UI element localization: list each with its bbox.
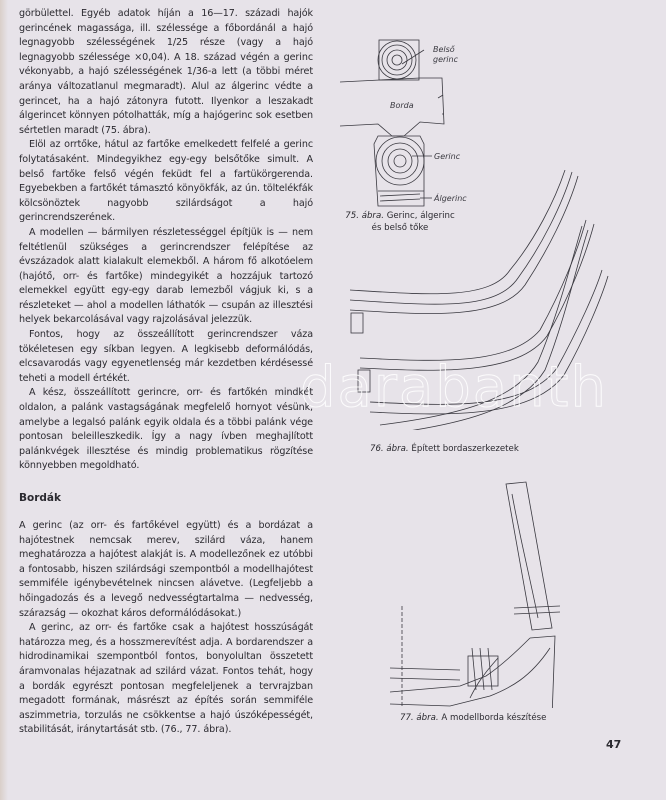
paragraph: Elöl az orrtőke, hátul az fartőke emelkedett felfelé a gerinc folytatásaként. Mindegyikhez egy-egy belsőtőke simult. A belső fartőke felső végén feküdt fel a fartükörgerenda. Egyebekben a fartőkét támasztó könyökfák, az ún. töltelékfák kölcsönöztek nagyobb szilárdságot a hajó gerincrendszerének. <box>19 139 313 224</box>
caption-number: 77. ábra. <box>400 713 439 723</box>
label-belso: Belső <box>433 45 455 54</box>
text-column-bottom <box>19 519 313 738</box>
page-number: 47 <box>606 738 622 751</box>
paragraph: A gerinc (az orr- és fartőkével együtt) és a bordázat a hajótestnek nemcsak merev, szilárd váza, hanem meghatározza a hajótest alakját is. A modellezőnek ez utóbbi a fontosabb, hiszen szilárdsági szempontból a modellhajótest semmiféle igénybevételnek nincsen alávetve. (Legfeljebb a hőingadozás és a levegő nedvességtartalma — nedvesség, szárazság — okozhat káros deformálódásokat.) <box>19 520 313 619</box>
label-gerinc: Gerinc <box>434 152 461 161</box>
paragraph: A gerinc, az orr- és fartőke csak a hajótest hosszúságát határozza meg, és a hosszmerevítést adja. A bordarendszer a hidrodinamikai szempontból fontos, bonyolultan összetett áramvonalas héjazatnak ad szilárd vázat. Fontos tehát, hogy a bordák egyrészt pontosan megfeleljenek a tervrajzban megadott formának, másrészt az építés során semmiféle aszimmetria, torzulás ne csökkentse a hajó úszóképességét, stabilitását, iránytartását stb. (76., 77. ábra). <box>19 622 313 736</box>
caption-text: A modellborda készítése <box>441 713 547 723</box>
label-borda: Borda <box>390 101 414 110</box>
caption-text: Gerinc, álgerinc <box>386 211 455 221</box>
paragraph: A modellen — bármilyen részletességgel építjük is — nem feltétlenül szükséges a gerincrendszer felépítése az évszázadok alatt kialakult elemekből. A három fő alkotóelem (hajótő, orr- és fartőke) mindegyikét a hozzájuk tartozó elemekkel együtt egy-egy darab lemezből vágjuk ki, s a részleteket — ahol a modellen láthatók — csupán az illesztési helyek bekarcolásával vagy rajzolásával jelezzük. <box>19 226 313 326</box>
caption-text: Épített bordaszerkezetek <box>411 444 519 454</box>
caption-number: 75. ábra. <box>345 211 384 221</box>
text-column-top <box>19 7 313 474</box>
label-algerinc: Álgerinc <box>434 194 467 203</box>
figure-77-caption <box>400 712 620 724</box>
paragraph: A kész, összeállított gerincre, orr- és fartőkén mindkét oldalon, a palánk vastagságának megfelelő hornyot vésünk, amelybe a legalsó palánk egyik oldala és a többi palánk vége pontosan beleilleszkedik. Így a nagy ívben meghajlított palánkvégek illesztése és mindig problematikus rögzítése könnyebben megoldható. <box>19 387 313 472</box>
paragraph: Fontos, hogy az összeállított gerincrendszer váza tökéletesen egy síkban legyen. A legkisebb deformálódás, elcsavarodás vagy egyenetlenség már kezdetben kérdésessé teheti a modell értékét. <box>19 329 313 384</box>
caption-text: és belső tőke <box>371 223 429 233</box>
figure-76-caption <box>370 443 610 455</box>
watermark: darabanth <box>300 355 609 420</box>
label-gerinc-inner: gerinc <box>433 55 458 64</box>
section-heading: Bordák <box>19 492 61 504</box>
caption-number: 76. ábra. <box>370 444 409 454</box>
paragraph: görbülettel. Egyéb adatok híján a 16—17. századi hajók gerincének magassága, ill. szélessége a főbordánál a hajó legnagyobb szélességének 1/25 része (vagy a hajó legnagyobb szélessége ×0,04). A 18. század végén a gerinc vékonyabb, a hajó szélességének 1/36-a lett (a többi méret aránya változatlanul megmaradt). Alul az álgerinc védte a gerincet, ha a hajó zátonyra futott. Ilyenkor a leszakadt álgerincet könnyen pótolhatták, míg a hajógerinc sok esetben sértetlen maradt (75. ábra). <box>19 8 313 136</box>
figure-77-model-frame <box>380 478 610 708</box>
page-edge-shadow <box>0 0 8 800</box>
